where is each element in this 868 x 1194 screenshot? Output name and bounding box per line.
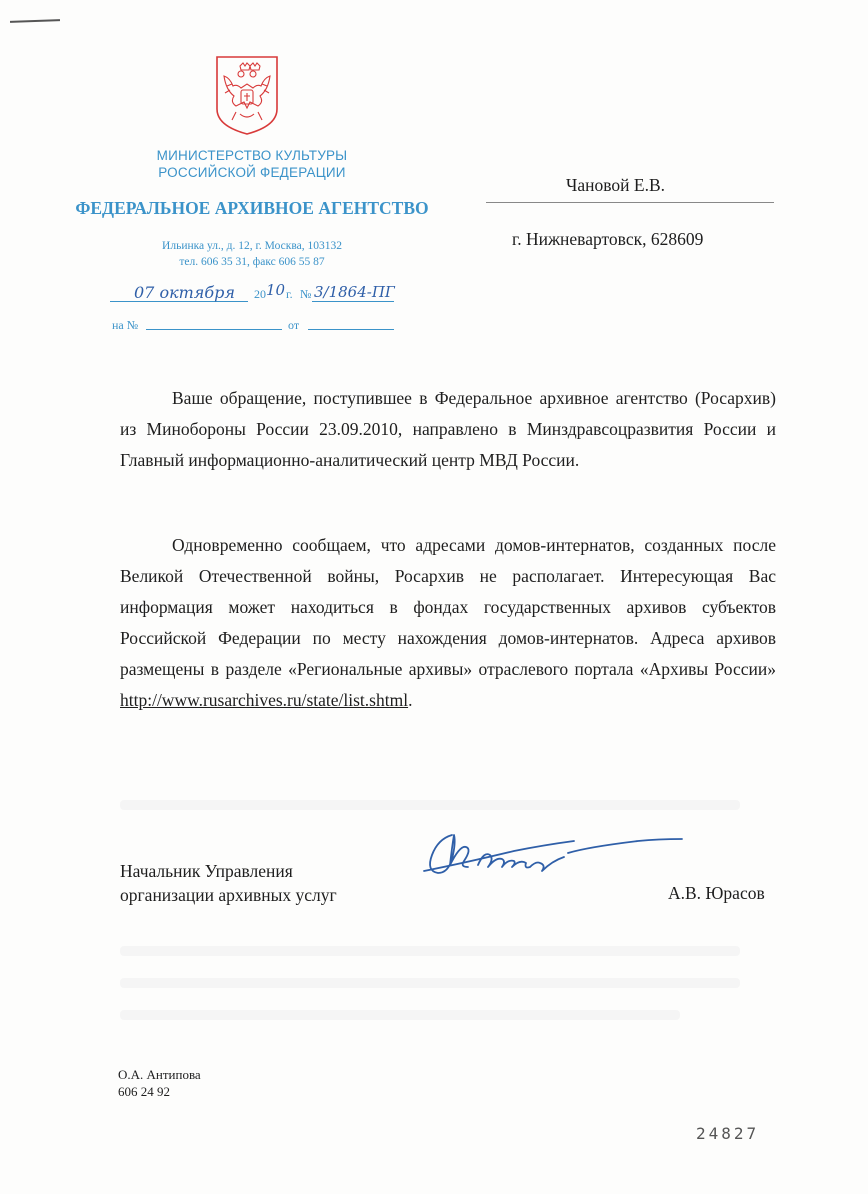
paragraph-2-text: [120, 530, 776, 716]
signatory-name: А.В. Юрасов: [668, 883, 765, 903]
outgoing-number: 3/1864-ПГ: [314, 283, 395, 301]
ministry-line-1: МИНИСТЕРСТВО КУЛЬТУРЫ: [156, 148, 348, 163]
body-paragraph-2: [120, 530, 776, 716]
body-paragraph-1: [120, 383, 776, 476]
archives-link[interactable]: http://www.rusarchives.ru/state/list.shtml: [120, 690, 409, 710]
handwritten-signature-icon: [418, 825, 688, 895]
ministry-line-2: РОССИЙСКОЙ ФЕДЕРАЦИИ: [158, 165, 346, 180]
paper-shadow: [120, 800, 740, 810]
date-handwritten: 07 октября: [134, 283, 235, 302]
document-number: 24827: [696, 1124, 760, 1143]
signatory-title: [120, 859, 337, 907]
recipient-name: Чановой Е.В.: [566, 175, 666, 195]
address-line-2: тел. 606 35 31, факс 606 55 87: [179, 256, 325, 268]
agency-name: ФЕДЕРАЛЬНОЕ АРХИВНОЕ АГЕНТСТВО: [75, 198, 429, 218]
russian-coat-of-arms-icon: [214, 54, 280, 136]
agency-address: [120, 238, 384, 270]
address-line-1: Ильинка ул., д. 12, г. Москва, 103132: [162, 240, 342, 252]
executor-name: О.А. Антипова: [118, 1067, 201, 1082]
signatory-title-line-1: Начальник Управления: [120, 861, 293, 881]
signatory-title-line-2: организации архивных услуг: [120, 885, 337, 905]
paper-shadow: [120, 978, 740, 988]
executor-phone: 606 24 92: [118, 1084, 170, 1099]
na-label: на №: [112, 318, 139, 332]
recipient-city: г. Нижневартовск, 628609: [512, 229, 704, 249]
recipient-divider: [486, 202, 774, 203]
ministry-name: [100, 147, 404, 181]
year-prefix: 20: [254, 287, 266, 301]
paragraph-2-end: .: [408, 690, 413, 710]
executor-info: [118, 1066, 201, 1100]
ot-label: от: [288, 318, 300, 332]
number-label: №: [300, 287, 312, 301]
paragraph-1-text: Ваше обращение, поступившее в Федеральное архивное агентство (Росархив) из Минобороны России 23.09.2010, направлено в Минздравсоцразвития России и Главный информационно-аналитический центр МВД России.: [120, 388, 776, 470]
year-handwritten: 10: [266, 281, 286, 299]
corner-mark: [10, 19, 60, 23]
date-line: [108, 283, 398, 305]
paper-shadow: [120, 946, 740, 956]
paragraph-2-body: Одновременно сообщаем, что адресами домов-интернатов, созданных после Великой Отечественной войны, Росархив не располагает. Интересующая Вас информация может находиться в фондах государственных архивов субъектов Российской Федерации по месту нахождения домов-интернатов. Адреса архивов размещены в разделе «Региональные архивы» отраслевого портала «Архивы России»: [120, 535, 776, 679]
paper-shadow: [120, 1010, 680, 1020]
year-label: г.: [286, 287, 293, 301]
